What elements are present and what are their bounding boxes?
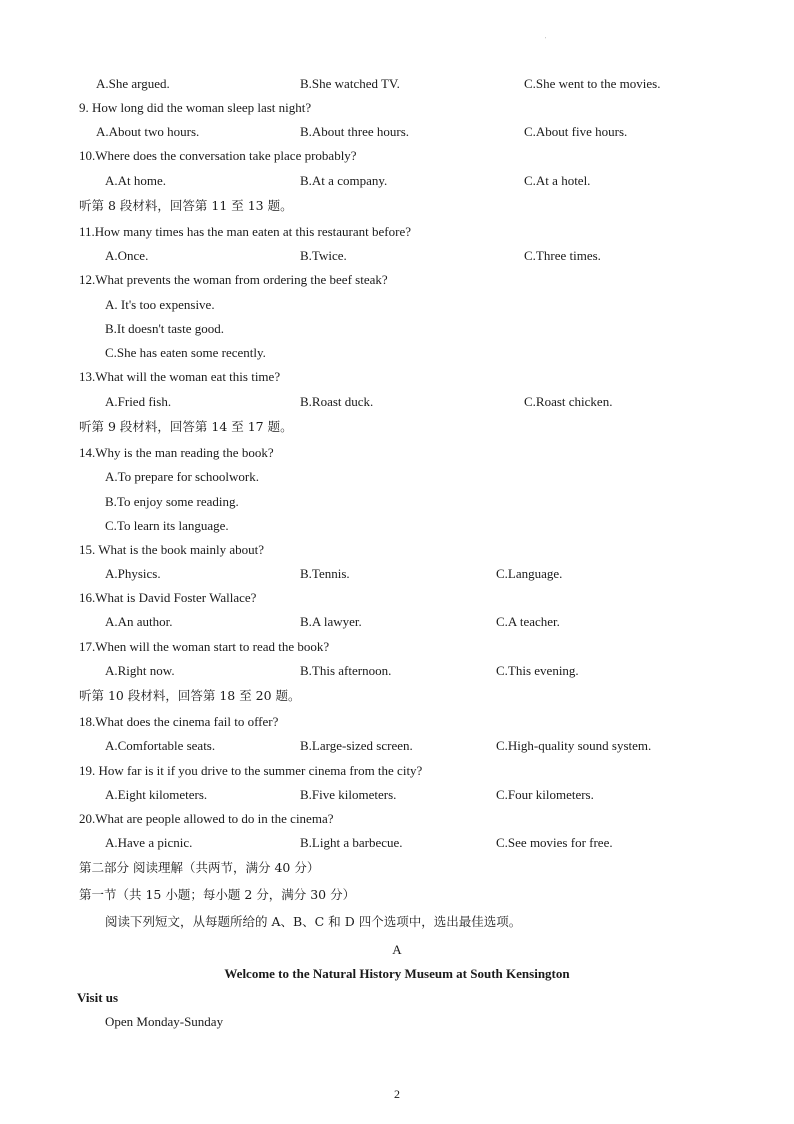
passage-title: Welcome to the Natural History Museum at South Kensington <box>224 966 570 981</box>
q11-option-c: C.Three times. <box>524 248 601 263</box>
q20-option-c: C.See movies for free. <box>496 835 613 850</box>
q17-option-b: B.This afternoon. <box>300 663 392 678</box>
q16-option-c: C.A teacher. <box>496 614 560 629</box>
q12-option-b: B.It doesn't taste good. <box>105 321 224 336</box>
q18-question: 18.What does the cinema fail to offer? <box>79 714 279 729</box>
q9-option-b: B.About three hours. <box>300 124 410 139</box>
q20-option-a: A.Have a picnic. <box>105 835 193 850</box>
q9-option-c: C.About five hours. <box>524 124 628 139</box>
q18-option-b: B.Large-sized screen. <box>300 738 413 753</box>
part2-section1-heading: 第一节（共 15 小题；每小题 2 分，满分 30 分） <box>79 887 356 902</box>
q10-option-b: B.At a company. <box>300 173 388 188</box>
q19-option-c: C.Four kilometers. <box>496 787 594 802</box>
q14-question: 14.Why is the man reading the book? <box>79 445 274 460</box>
q12-question: 12.What prevents the woman from ordering the beef steak? <box>79 272 388 287</box>
q15-question: 15. What is the book mainly about? <box>79 542 264 557</box>
section-10-heading: 听第 10 段材料，回答第 18 至 20 题。 <box>79 688 301 703</box>
section-9-heading: 听第 9 段材料，回答第 14 至 17 题。 <box>79 419 293 434</box>
q20-option-b: B.Light a barbecue. <box>300 835 403 850</box>
q16-option-b: B.A lawyer. <box>300 614 362 629</box>
corner-mark: ' <box>545 37 547 43</box>
q14-option-c: C.To learn its language. <box>105 518 229 533</box>
q10-question: 10.Where does the conversation take place probably? <box>79 148 357 163</box>
q9-question: 9. How long did the woman sleep last night? <box>79 100 312 115</box>
q8-option-b: B.She watched TV. <box>300 76 400 91</box>
q15-option-b: B.Tennis. <box>300 566 350 581</box>
q8-option-c: C.She went to the movies. <box>524 76 661 91</box>
q11-option-b: B.Twice. <box>300 248 347 263</box>
visit-heading: Visit us <box>77 990 119 1005</box>
open-hours: Open Monday-Sunday <box>105 1014 224 1029</box>
q20-question: 20.What are people allowed to do in the cinema? <box>79 811 334 826</box>
q12-option-a: A. It's too expensive. <box>105 297 215 312</box>
q11-option-a: A.Once. <box>105 248 149 263</box>
q17-option-a: A.Right now. <box>105 663 175 678</box>
q9-option-a: A.About two hours. <box>96 124 200 139</box>
q14-option-b: B.To enjoy some reading. <box>105 494 239 509</box>
q10-option-a: A.At home. <box>105 173 167 188</box>
part2-heading: 第二部分 阅读理解（共两节，满分 40 分） <box>79 860 320 875</box>
q13-option-c: C.Roast chicken. <box>524 394 613 409</box>
q17-question: 17.When will the woman start to read the book? <box>79 639 330 654</box>
passage-letter: A <box>392 942 402 957</box>
q19-question: 19. How far is it if you drive to the summer cinema from the city? <box>79 763 423 778</box>
q11-question: 11.How many times has the man eaten at this restaurant before? <box>79 224 411 239</box>
q16-option-a: A.An author. <box>105 614 173 629</box>
reading-instructions: 阅读下列短文，从每题所给的 A、B、C 和 D 四个选项中，选出最佳选项。 <box>105 914 522 929</box>
q16-question: 16.What is David Foster Wallace? <box>79 590 257 605</box>
q13-option-b: B.Roast duck. <box>300 394 374 409</box>
q8-option-a: A.She argued. <box>96 76 170 91</box>
q18-option-c: C.High-quality sound system. <box>496 738 652 753</box>
page-number: 2 <box>394 1087 400 1101</box>
q10-option-c: C.At a hotel. <box>524 173 591 188</box>
q14-option-a: A.To prepare for schoolwork. <box>105 469 259 484</box>
q15-option-a: A.Physics. <box>105 566 161 581</box>
section-8-heading: 听第 8 段材料，回答第 11 至 13 题。 <box>79 198 293 213</box>
q13-option-a: A.Fried fish. <box>105 394 172 409</box>
q19-option-a: A.Eight kilometers. <box>105 787 208 802</box>
q18-option-a: A.Comfortable seats. <box>105 738 216 753</box>
q13-question: 13.What will the woman eat this time? <box>79 369 281 384</box>
q12-option-c: C.She has eaten some recently. <box>105 345 266 360</box>
q17-option-c: C.This evening. <box>496 663 579 678</box>
q15-option-c: C.Language. <box>496 566 563 581</box>
q19-option-b: B.Five kilometers. <box>300 787 397 802</box>
